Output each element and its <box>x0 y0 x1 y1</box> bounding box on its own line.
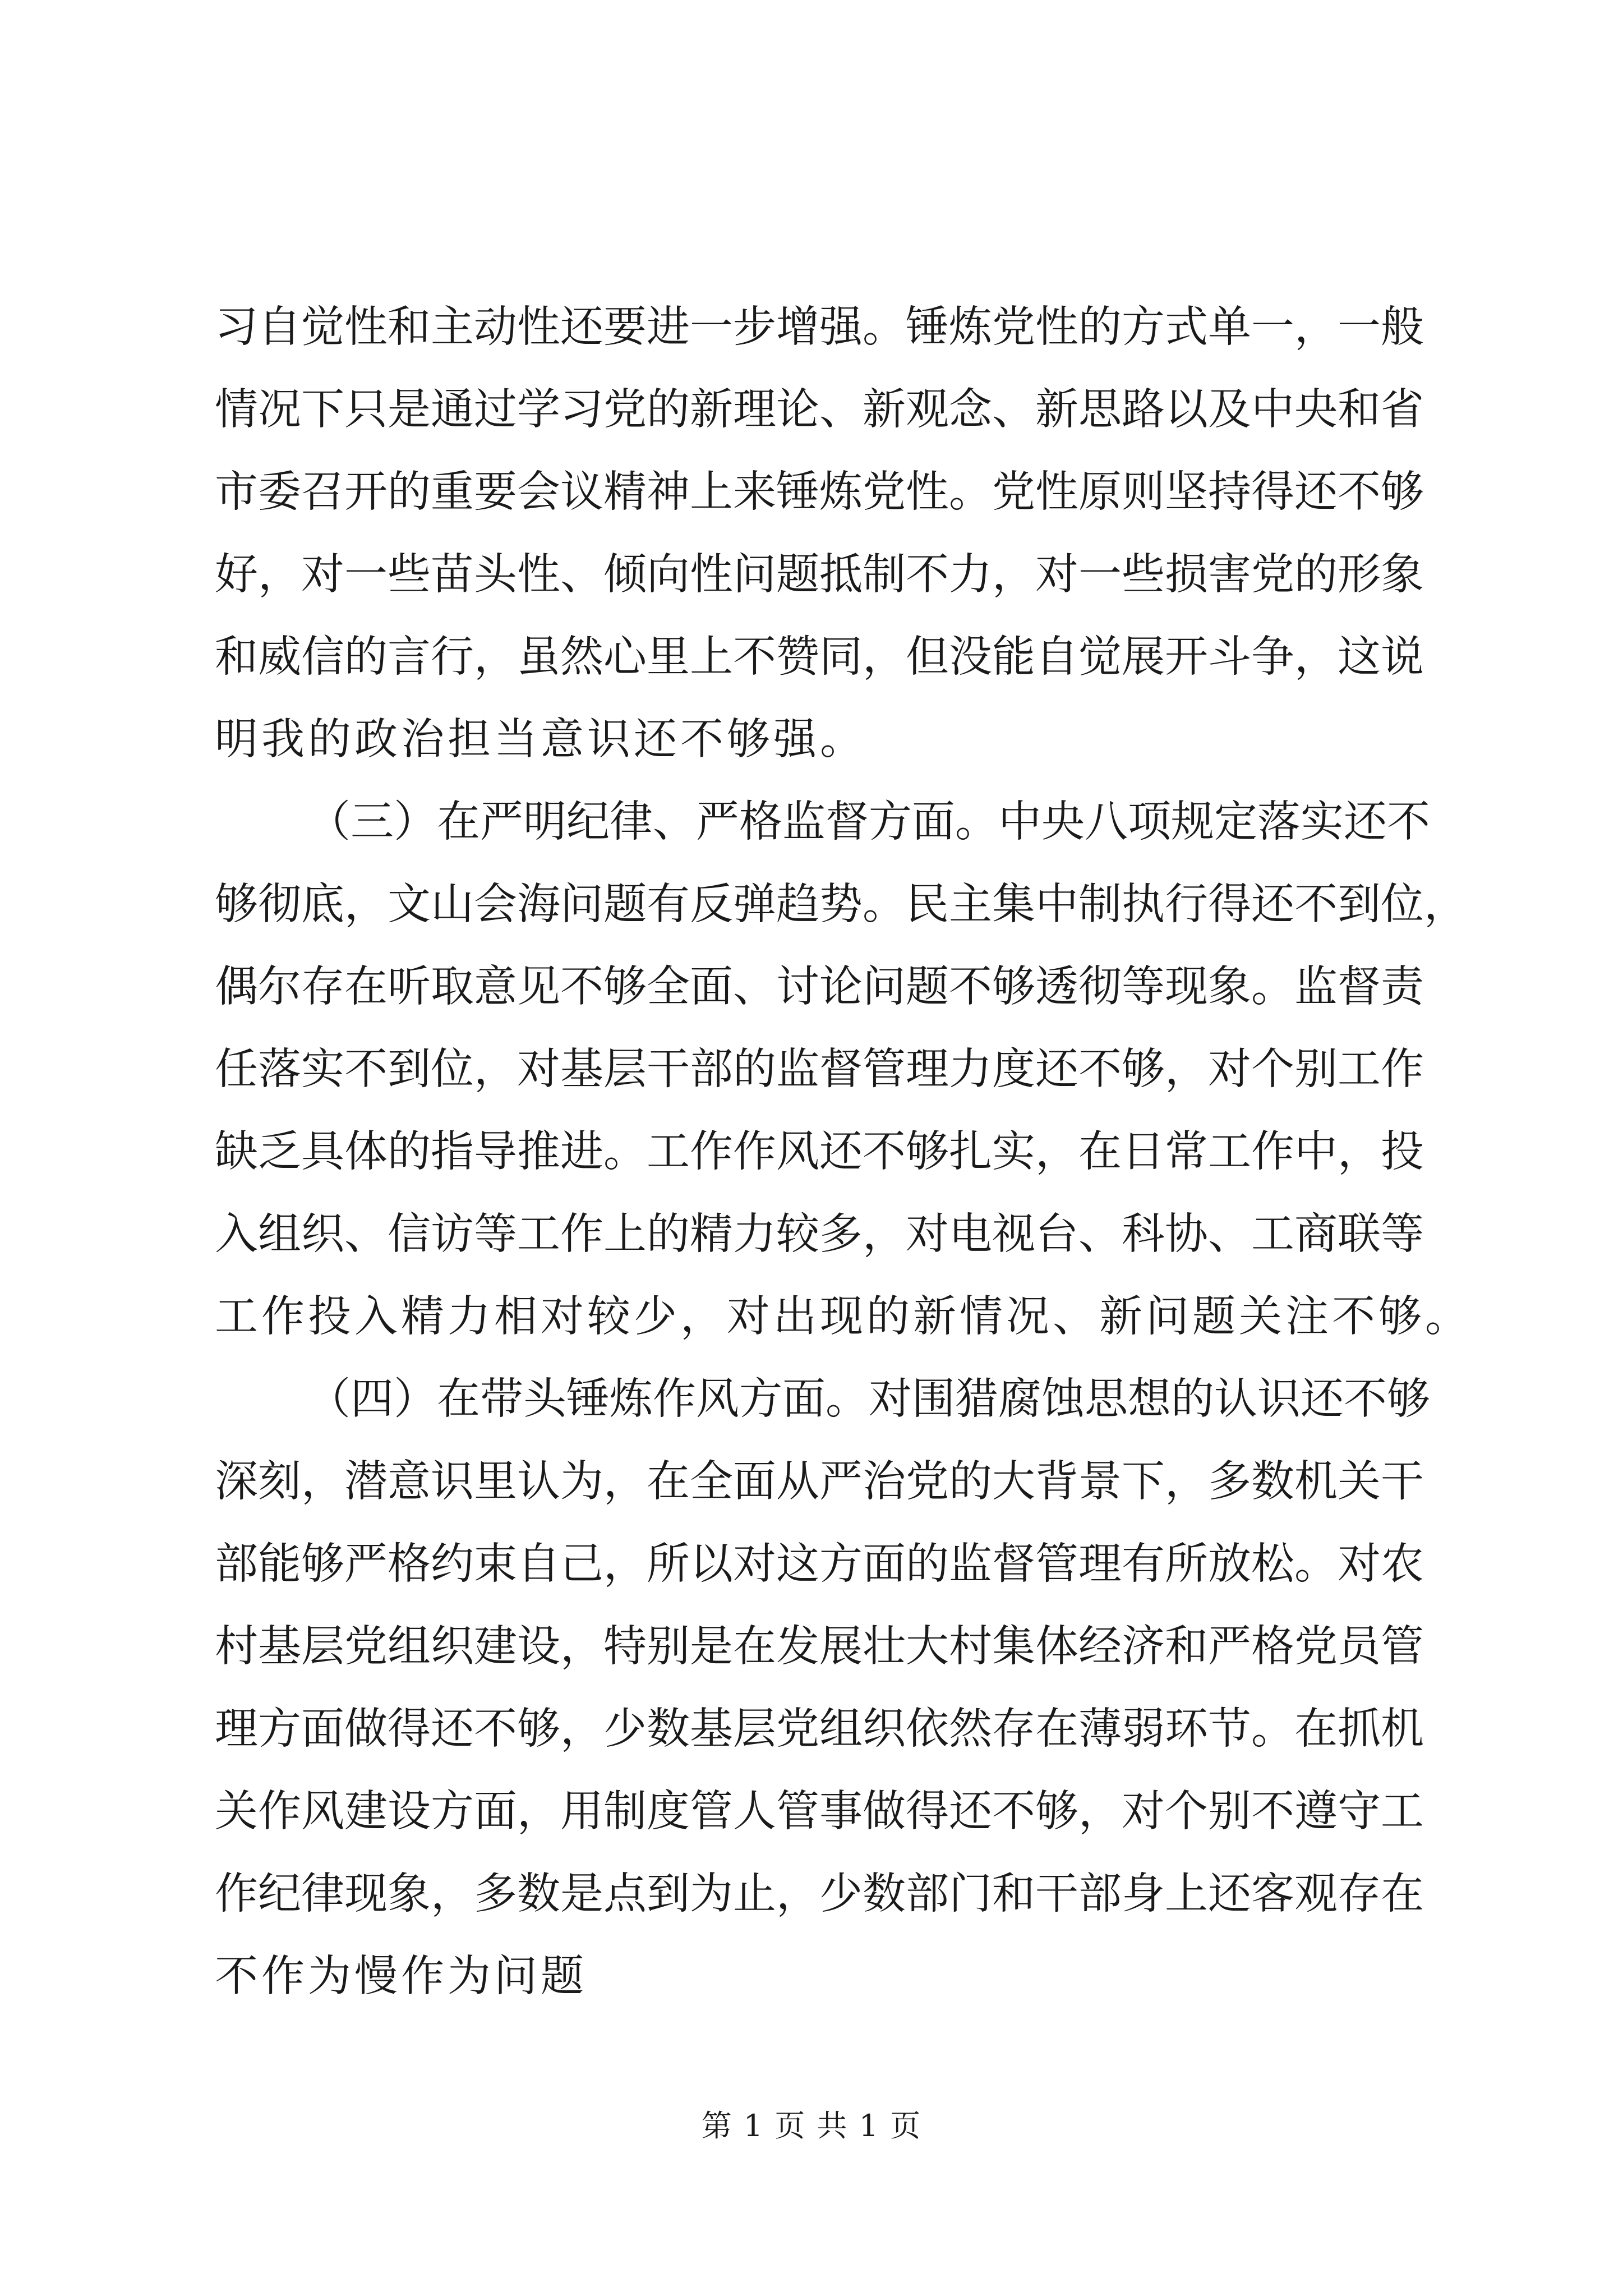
text-line: 入组织、信访等工作上的精力较多，对电视台、科协、工商联等 <box>215 1209 1424 1259</box>
text-line: 深刻，潜意识里认为，在全面从严治党的大背景下，多数机关干 <box>215 1457 1424 1507</box>
text-line: 任落实不到位，对基层干部的监督管理力度还不够，对个别工作 <box>215 1045 1424 1094</box>
text-line: 明我的政治担当意识还不够强。 <box>215 715 866 765</box>
text-line: 村基层党组织建设，特别是在发展壮大村集体经济和严格党员管 <box>215 1622 1424 1672</box>
text-line: 理方面做得还不够，少数基层党组织依然存在薄弱环节。在抓机 <box>215 1704 1424 1754</box>
text-line: 缺乏具体的指导推进。工作作风还不够扎实，在日常工作中，投 <box>215 1127 1424 1177</box>
document-body <box>215 286 1472 2018</box>
paragraph-first-line: （三）在严明纪律、严格监督方面。中央八项规定落实还不 <box>307 797 1430 847</box>
text-line: 情况下只是通过学习党的新理论、新观念、新思路以及中央和省 <box>215 385 1424 435</box>
text-line: 习自觉性和主动性还要进一步增强。锤炼党性的方式单一，一般 <box>215 302 1424 352</box>
text-line: 偶尔存在听取意见不够全面、讨论问题不够透彻等现象。监督责 <box>215 962 1424 1012</box>
text-line: 不作为慢作为问题 <box>215 1952 587 2001</box>
text-line: 和威信的言行，虽然心里上不赞同，但没能自觉展开斗争，这说 <box>215 632 1424 682</box>
text-line: 市委召开的重要会议精神上来锤炼党性。党性原则坚持得还不够 <box>215 467 1424 517</box>
text-line: 作纪律现象，多数是点到为止，少数部门和干部身上还客观存在 <box>215 1869 1424 1919</box>
text-line: 工作投入精力相对较少，对出现的新情况、新问题关注不够。 <box>215 1292 1472 1342</box>
text-line: 够彻底，文山会海问题有反弹趋势。民主集中制执行得还不到位， <box>215 880 1467 930</box>
text-line: 关作风建设方面，用制度管人管事做得还不够，对个别不遵守工 <box>215 1787 1424 1837</box>
text-line: 好，对一些苗头性、倾向性问题抵制不力，对一些损害党的形象 <box>215 550 1424 600</box>
page-footer: 第 1 页 共 1 页 <box>701 2108 922 2143</box>
text-line: 部能够严格约束自己，所以对这方面的监督管理有所放松。对农 <box>215 1539 1424 1589</box>
paragraph-first-line: （四）在带头锤炼作风方面。对围猎腐蚀思想的认识还不够 <box>307 1374 1430 1424</box>
